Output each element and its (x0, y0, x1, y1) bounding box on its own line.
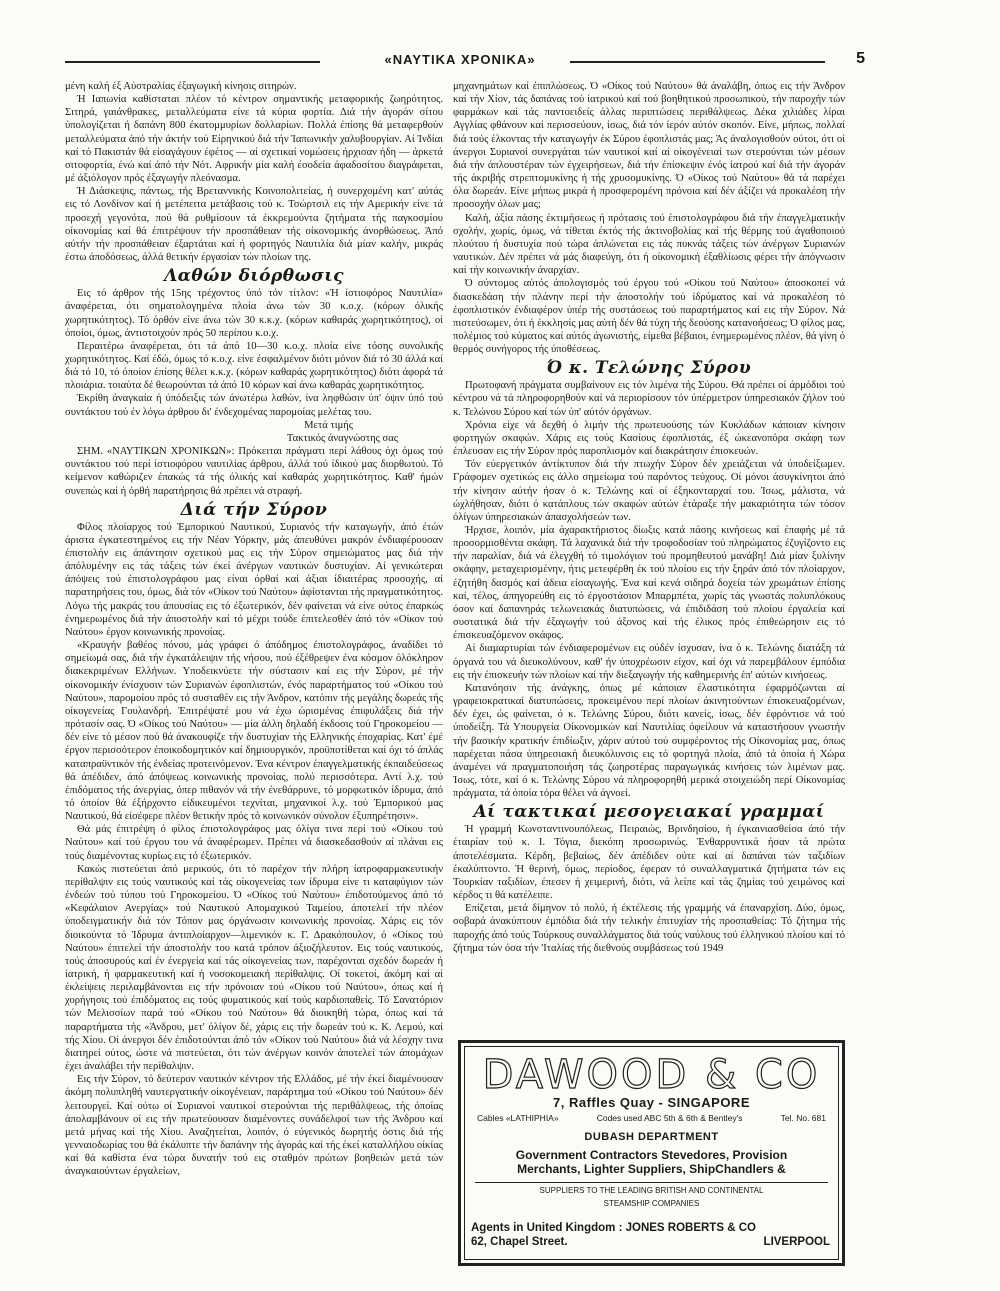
suppliers-line-2: STEAMSHIP COMPANIES (603, 1199, 700, 1208)
paragraph: μηχανημάτων καί έπιπλώσεως. Ό «Οίκος τού Ναύτου» θά άναλάβη, όπως εις τήν Άνδρον καί τήν Χίον, τάς δαπάνας τού ίατρικού καί τού βοηθητικού προσωπικού, τήν παροχήν τών φαρμάκων καί τάς παντοειδείς άλλας περιπτώσεις περιθάλψεως. Δέκα χιλιάδες λίραι Αγγλίας φθάνουν καί περισσεύουν, ίσως, διά τόν ίερόν αύτόν σκοπόν. Είνε, μήπως, πολλαί διά τούς έλκοντας τήν καταγωγήν έκ Σύρου έφοπλιστάς μας; Άς άναλογισθούν ούτοι, ότι οί άνεργοι Συριανοί συνεργάται τών ναυτικοί καί αί οίκογένειαί των στερούνται τών μέσων διά τήν άπλουστέραν τών έγχειρήσεων, διά τήν έπίσκεψιν ένός ίατρού καί διά τήν άγοράν τής άκριβής στρεπτομυκίνης ή τής χρυσομυκίνης. Ό «Οίκος τού Ναύτου» θά τά παρέχει όλα δωρεάν. Είνε μήπως μικρά ή προσφερομένη πρόνοια καί δέν άξίζει νά προκαλέση τήν προσοχήν όλων μας; (453, 81, 845, 211)
section-heading: Διά τήν Σύρον (180, 499, 328, 520)
letter-signature: Τακτικός άναγνώστης σας (286, 432, 398, 444)
agents-line: Agents in United Kingdom : JONES ROBERTS & CO (471, 1222, 756, 1234)
services-line-2: Merchants, Lighter Suppliers, ShipChandlers & (517, 1162, 786, 1176)
paragraph: Επίζεται, μετά δίμηνον τό πολύ, ή έκτέλεσις τής γραμμής νά έπαναρχίση. Δύο, όμως, σοβαρά άνακύπτουν έμπόδια διά τήν τελικήν έπιτυχίαν τής προσπαθείας: Τό ζήτημα τής παροχής άπό τούς Τούρκους συναλλάγματος διά τούς ναύλους τού έλληνικού πλοίου καί τό ζήτημα τών όσα τήν 'Ιταλίας τής διεθνούς συμβάσεως τού 1949 (453, 903, 845, 954)
codes-used: Codes used ABC 5th & 6th & Bentley's (596, 1113, 743, 1123)
agents-block (465, 1221, 838, 1249)
editor-note: ΣΗΜ. «ΝΑΥΤΙΚΩΝ ΧΡΟΝΙΚΩΝ»: Πρόκειται πράγματι περί λάθους όχι όμως τού συντάκτου τού περί ίστιοφόρου ναυτιλίας άρθρου, άλλά τού ίδικού μας διορθωτού. Τό κείμενον καθώριζεν έπακώς τά τής όλικής καί καθαράς χωρητικότητος. Καθ' ήμών συνεπώς καί ή όρθή παρατήρησις θά πρέπει νά στραφή. (65, 446, 443, 497)
paragraph: Ή Ιαπωνία καθίσταται πλέον τό κέντρον σημαντικής μεταφορικής ζωηρότητος. Σιτηρά, γαιάνθρακες, μεταλλεύματα είνε τά κύρια φορτία. Διά τήν άγοράν σίτου ύπολογίζεται ή δαπάνη 800 έκατομμυρίων δολλαρίων. Πολλά έπίσης θά μεταφερθούν μεταλλεύματα άπό τήν άκτήν τού Είρηνικού διά τήν Ίαπωνικήν χαλυβουργίαν. Αί Ίνδίαι καί τό Πακιστάν θά είσαγάγουν έφέτος — αί σχετικαί νομώσεις ήρχισαν ήδη — άρκετά σιτοφορτία, ένώ καί άπό τήν Νότ. Αφρικήν μία καλή έσοδεία άφαδοσίτου διαγράφεται, μέ άξιόλογον πρός έξαγωγήν πλεόνασμα. (65, 94, 443, 185)
publication-title: «ΝΑΥΤΙΚΑ ΧΡΟΝΙΚΑ» (384, 52, 536, 67)
paragraph: Περαιτέρω άναφέρεται, ότι τά άπό 10—30 κ.ο.χ. πλοία είνε τόσης συνολικής χωρητικότητος. Καί έδώ, όμως τό κ.ο.χ. είνε έσφαλμένον διότι μόνον διά τό 30 άλλά καί διά τό 10, τό όποίον έπίσης θέλει κ.κ.χ. (κόρων καθαράς χωρητικότητος) διότι άφορά τά πλοιάρια. τοιαύτα δέ θεωρούνται τά άπό 10 κόρων καί άνω καθαράς χωρητικότητος. (65, 340, 443, 392)
paragraph: Τόν εύεργετικόν άντίκτυπον διά τήν πτωχήν Σύρον δέν χρειάζεται νά ύποδείξωμεν. Γράφομεν σχετικώς εις άλλο σημείωμα τού παρόντος τεύχους. Οί μόνοι άσυγκίνητοι άπό τήν κίνησιν αύτήν ήσαν ό κ. Τελώνης καί οί έξηκονταρχαί του. Ίσως, μάλιστα, νά ώχλήθησαν, διότι ό κατάπλους τών σκαφών αύτών έτάραξε τήν μακαριότητα τών τόσον όλίγων ύπηρεσιακών άπασχολήσεών των. (453, 459, 845, 523)
paragraph: Έκρίθη άναγκαία ή ύπόδειξις τών άνωτέρω λαθών, ίνα ληφθώσιν ύπ' όψιν ύπό τού συντάκτου τού έν λόγω άρθρου δι' ένδεχομένας παρομοίας μελέτας του. (65, 393, 443, 418)
advertiser-contact-line (465, 1113, 838, 1123)
services-line-1: Government Contractors Stevedores, Provision (515, 1148, 788, 1162)
paragraph: Χρόνια είχε νά δεχθή ό λιμήν τής πρωτευούσης τών Κυκλάδων κάποιαν κίνησιν φορτηγών σκαφών. Χάρις εις τούς Κασίους έφοπλιστάς, έξ ώκεανοπόρα σκάφη των έπλευσαν εις τήν Σύρον πρός παροπλισμόν καί διακράτησιν έπισκευών. (453, 419, 845, 458)
paragraph: Ή Διάσκεψις, πάντως, τής Βρεταννικής Κοινοπολιτείας, ή συνερχομένη κατ' αύτάς εις τό Λονδίνον καί ή μετέπειτα μετάβασις τού κ. Τσώρτσιλ εις τήν Αμερικήν είνε τά προσεχή γεγονότα, πού θά ρυθμίσουν τά έκκρεμούντα ζητήματα τής παγκοσμίου οίκονομίας καί θά έπιτρέψουν τήν προσπάθειαν τής οίκονομικής άνορθώσεως. Άπό αύτήν τήν προσπάθειαν έξαρτάται καί ή φορτηγός Ναυτιλία διά μίαν καλήν, μικράς έστω άποδόσεως, άλλά θετικήν έργασίαν τών πλοίων της. (65, 186, 443, 264)
paragraph: μένη καλή έξ Αύστραλίας έξαγωγική κίνησις σιτηρών. (65, 81, 297, 92)
paragraph: Πρωτοφανή πράγματα συμβαίνουν εις τόν λιμένα τής Σύρου. Θά πρέπει οί άρμόδιοι τού κέντρου νά τά πληροφορηθούν καί νά περιορίσουν τόν ύπέρμετρον ύπηρεσιακόν ζήλον τού κ. Τελώνου Σύρου καί τών ύπ' αύτόν όργάνων. (453, 380, 845, 418)
agents-street: 62, Chapel Street. (471, 1236, 568, 1248)
paragraph: «Κραυγήν βαθέος πόνου, μάς γράφει ό άπόδημος έπιστολογράφος, άναδίδει τό σημείωμά σας, διά τήν έγκατάλειψιν τής νήσου, πού έξέθρεψεν ένα κόσμον όλόκληρον διακεκριμένων Ελλήνων. Υποδεικνύετε τήν σύστασιν καί εις τήν Σύρον, μέ τήν οίκονομικήν ένίσχυσιν τών Συριανών έφοπλιστών, ένός παραρτήματος τού «Οίκου τού Ναύτου», παρομοίου πρός τό συσταθέν εις τήν Άνδρον, κατόπιν τής μεγάλης δωρεάς τής οίκογενείας Γουλανδρή. Έπιτρέψατέ μου νά έχω ώρισμένας έπιφυλάξεις διά τήν πρότασίν σας. Ό «Οίκος τού Ναύτου» — μία άλλη δηλαδή έκδοσις τού Γηροκομείου — δέν είνε τό μέσον πού θά άνακουφίζε τήν δυστυχίαν τής Ελληνικής έποχαρίας. Κατ' έμέ έργον περισσότερον έποικοδομητικόν καί δημιουργικόν, προϋποτίθεται καί όχι τό άπλάς καταπραϋντικόν τής ένδείας προτεινόμενον. Ένα κέντρον έπαγγελματικής έκπαιδεύσεως θά άπέδιδεν, άπό άπόψεως κοινωνικής προνοίας, πολύ περισσότερα. Αντί λ.χ. τού έπιδόματος τής άνεργίας, όπερ πιθανόν νά τήν ένεθάρρυνε, τό μορφωτικόν ίδρυμα, άπό τό όποίον θά έξήρχοντο είδικευμένοι τεχνίται, μηχανικοί λ.χ. τού Έμπορικού μας Ναυτικού, θά είσέφερε πλέον θετικήν πρός τό κοινωνικόν σύνολον έξυπηρέτησιν». (65, 640, 443, 823)
advertisement-inner (464, 1046, 839, 1260)
paragraph: Εις τό άρθρον τής 15ης τρέχοντος ύπό τόν τίτλον: «Ή ίστιοφόρος Ναυτιλία» άναφέρεται, ότι σηματολογημένα πλοία άνω τών 30 κ.ο.χ. (κόρων όλικής χωρητικότητος). Τό όρθόν είνε άνω τών 30 κ.κ.χ. (κόρων καθαράς χωρητικότητος), οί όποίοι, όμως, άντιστοιχούν πρός 50 περίπου κ.ο.χ. (65, 288, 443, 339)
page-header (65, 50, 865, 72)
advertiser-address: 7, Raffles Quay - SINGAPORE (553, 1095, 750, 1110)
department-title: DUBASH DEPARTMENT (584, 1131, 719, 1143)
agents-address-row (471, 1235, 838, 1249)
letter-closing: Μετά τιμής (304, 419, 353, 431)
paragraph: Θά μάς έπιτρέψη ό φίλος έπιστολογράφος μας όλίγα τινα περί τού «Οίκου τού Ναύτου» καί τού έργου του νά άναφέρωμεν. Πρέπει νά διασκεδασθούν αί πλάναι εις τούς διαμένοντας κυρίως εις τό έξωτερικόν. (65, 824, 443, 862)
advertisement-divider (475, 1182, 828, 1183)
page-number: 5 (856, 50, 865, 67)
paragraph: Κακώς πιστεύεται άπό μερικούς, ότι τό παρέχον τήν πλήρη ίατροφαρμακευτικήν περίθαλψιν εις τούς ναυτικούς καί τάς οίκογενείας των ίδρυμα είνε τι καταφύγιον τών ένδεών τού τύπου τού Γηροκομείου. Ό «Οίκος τού Ναύτου» έπιδοτούμενος άπό τό «Κεφάλαιον Ανεργίας» τού Ναυτικού Απομαχικού Ταμείου, άποτελεί τήν πλέον ύποδειγματικήν διά τόν Τόπον μας όργάνωσιν κοινωνικής προνοίας. Χάρις εις τόν διοικούντα τό Ίδρυμα άντιπλοίαρχον—λιμενικόν κ. Γ. Δρακόπουλον, ό «Οίκος τού Ναύτου» έπιτελεί τήν άποστολήν του κατά τρόπον άξιοζήλευτον. Εις τούς ναυτικούς, τούς άποσυρούς καί έν ένεργεία καί τάς οίκογενείας των, παρέχονται σχεδόν δωρεάν ή ίατρική, ή φαρμακευτική καί ή νοσοκομειακή περίθαλψις. Οί τοκετοί, άκόμη καί αί έκλείψεις περιλαμβάνονται εις τήν πρόνοιαν τού «Οίκου τού Ναύτου», όπως καί ή χορήγησις τού έπιδόματος εις τούς φυματικούς καί τούς καρδιοπαθείς. Τό Σανατόριον τών Μελισσίων παρά τού «Οίκου τού Ναύτου» θά διοικηθή τώρα, όπως καί τά παραρτήματα τής «Άνδρου, μετ' όλίγον δέ, χάρις εις τήν δωρεάν τού κ. Κ. Λεμού, καί τής Χίου. Οί άνεργοι δέν έπιδοτούνται άπό τόν «Οίκον τού Ναύτου» διά νά λέσχην τινα διατηρεί ούτος, ώστε νά πιστεύεται, ότι τών άνέργων κοινόν άποτελεί τών άπομάχων έχει άναλάβει τήν περίθαλψιν. (65, 863, 443, 1073)
paragraph: Ήρχισε, λοιπόν, μία άχαρακτήριστος δίωξις κατά πάσης κινήσεως καί έπαφής μέ τά προσορμισθέντα σκάφη. Τά λαχανικά διά τήν τροφοδοσίαν τού πληρώματος έζυγίζοντο εις τήν παραλίαν, διά νά έλεγχθή τό τιμολόγιον τού προμηθευτού μανάβη! Διά μίαν ξυλίνην σκάφην, μεταχειρισμένην, ήτις μετεφέρθη έκ τού πλοίου εις τήν ξηράν άπό τόν πλοίαρχον, έζητήθη δασμός καί άδεια είσαγωγής. Ένα καί κενά σιδηρά δοχεία τών χρωμάτων έπίσης καί, τέλος, άπηγορεύθη εις τό έργοστάσιον Μπαρμπέτα, χωρίς τάς γνωστάς πολυπλόκους όσον καί δαπανηράς τελωνειακάς διατυπώσεις, νά έπιδιδάση τού πλοίου έργαλεία καί συστατικά διά τήν έξαγωγήν τού άξονος καί τής έλικος πρός έπιθεώρησιν εις τό έπισκευαζόμενον σκάφος. (453, 525, 845, 642)
section-heading: Αί τακτικαί μεσογειακαί γραμμαί (473, 802, 825, 823)
paragraph: Αί διαμαρτυρίαι τών ένδιαφερομένων εις ούδέν ίσχυσαν, ίνα ό κ. Τελώνης διατάξη τά όργανά του νά διευκολύνουν, καθ' ήν ύποχρέωσιν είχον, καί όχι νά παρεμβάλουν έμπόδια εις τήν έπισκευήν τών πλοίων καί τήν διεξαγωγήν τής καθημερινής έπ' αύτών κινήσεως. (453, 643, 845, 681)
paragraph: Ό σύντομος αύτός άπολογισμός τού έργου τού «Οίκου τού Ναύτου» άποσκοπεί νά διασκεδάση τήν πλάνην περί τήν άποστολήν τού ίδρύματος καί νά προκαλέση τό έφοπλιστικόν ένδιαφέρον ύπέρ τής συστάσεως τού παραρτήματος καί εις τήν Σύρον. Νά πιστεύσωμεν, ότι ή έκκλησίς μας αύτή δέν θά τύχη τής δεούσης κατανοήσεως; Ό φίλος μας, πολέμιος τού κύματος καί αύτός άγωνιστής, είμεθα βέβαιοι, ένημερωμένος πλέον, θά γίνη ό θερμός συνήγορος τής ύποθέσεως. (453, 278, 845, 356)
telephone: Tel. No. 681 (780, 1113, 826, 1123)
section-heading: Ό κ. Τελώνης Σύρου (546, 358, 752, 379)
advertisement-box (458, 1040, 845, 1266)
left-column (65, 80, 443, 1260)
cable-address: Cables «LATHIPHIA» (477, 1113, 559, 1123)
paragraph: Ή γραμμή Κωνσταντινουπόλεως, Πειραιώς, Βρινδησίου, ή έγκαινιασθείσα άπό τήν έταιρίαν τού κ. Ι. Τόγια, διεκόπη προσωρινώς. Ένθαρρυντικά ήσαν τά πρώτα άποτελέσματα. Κέρδη, βεβαίως, δέν άπέδιδεν ούτε καί αί δαπάναι τών ταξιδίων έκαλύπτοντο. Ή θερινή, όμως, περίοδος, έφεραν τό συναλλαγματικά ζητήματα τών εις Τουρκίαν ταξιδίων, έπεσεν ή χειμερινή, διότι, νά λείπε καί τάς ζημίας τού χειμώνος καί κέρδος τι θά κατέλειπε. (453, 824, 845, 902)
paragraph: Κατανόησιν τής άνάγκης, όπως μέ κάποιαν έλαστικότητα έφαρμόζωνται αί γραφειοκρατικαί διατυπώσεις, προκειμένου περί πλοίων άκινητούντων έπισκευαζομένων, δέν έχει, ώς φαίνεται, ό κ. Τελώνης Σύρου, διότι κανείς, ίσως, δέν έφρόντισε νά τού ύποδείξη. Τά Υπουργεία Οίκονομικών καί Ναυτιλίας όφείλουν νά καταστήσουν γνωστήν τήν βασικήν κρατικήν έπιδίωξιν, χάριν αύτού τού συμφέροντος τής Οίκονομίας μας, όπως παρέχεται πάσα ύπηρεσιακή διευκόλυνσις εις τό φορτηγά πλοία, άπό τά όποία ή Χώρα άναμένει νά πραγματοποιήση τάς ζωηροτέρας παραγωγικάς κινήσεις τών λιμένων μας. Ίσως, τότε, καί ό κ. Τελώνης Σύρου νά πληροφορηθή μερικά στοιχειώδη περί Οίκονομίας πράγματα, τά όποία τόρα θέλει νά άγνοεί. (453, 682, 845, 800)
agents-city: LIVERPOOL (763, 1236, 830, 1248)
advertiser-name: DAWOOD & CO (482, 1052, 821, 1098)
section-heading: Λαθών διόρθωσις (164, 266, 344, 287)
suppliers-line-1: SUPPLIERS TO THE LEADING BRITISH AND CONTINENTAL (539, 1186, 764, 1195)
right-column (453, 80, 845, 1040)
paragraph: Καλή, άξία πάσης έκτιμήσεως ή πρότασις τού έπιστολογράφου διά τήν έπαγγελματικήν σχολήν, χωρίς, όμως, νά τίθεται έκτός τής άκτινοβολίας καί τής θέρμης τού άγαθοποιού πλούτου ή δυστυχία πού τώρα άπλώνεται εις τάς πυκνάς τάξεις τών άνέργων Συριανών ναυτικών. Δέν πρέπει νά μάς διαφεύγη, ότι ή οίκονομική έξαθλίωσις φέρει τήν άπόγνωσιν καί τήν κοινωνικήν άναρχίαν. (453, 212, 845, 277)
paragraph: Φίλος πλοίαρχος τού Έμπορικού Ναυτικού, Συριανός τήν καταγωγήν, άπό έτών άριστα έγκατεστημένος εις τήν Νέαν Υόρκην, μάς άπευθύνει μακρόν ένδιαφέρουσαν έπιστολήν εις άπάντησιν σχετικού μας εις τήν Σύρον σημειώματος μας διά τήν άπόλυμένην εις τάς τάξεις τών έκεί άνέργων ναυτικών δυστυχίαν. Αί γενικώτεραι άπόψεις τού έπιστολογράφου μας είναι όρθαί καί άξιαι ίδιαιτέρας προσοχής, αί παρατηρήσεις του, όμως, διά τόν «Οίκον τού Ναύτου» άφίστανται τής πραγματικότητος. Λόγω τής μακράς του άπουσίας εις τό έξωτερικόν, δέν φαίνεται νά είνε ούτος έπαρκώς ένημερωμένος διά τήν άποστολήν καί τό μέχρι τούδε έπιτελεσθέν άπό τόν «Οίκον τού Ναύτου» έργον κοινωνικής προνοίας. (65, 521, 443, 638)
paragraph: Εις τήν Σύρον, τό δεύτερον ναυτικόν κέντρον τής Ελλάδος, μέ τήν έκεί διαμένουσαν άκόμη πολυπληθή ναυτεργατικήν οίκογένειαν, παράρτημα τού «Οίκου τού Ναύτου» δέν λειτουργεί. Καί ούτω οί Συριανοί ναυτικοί στερούνται τής περιθάλψεως, τής όποίας άπολαμβάνουν οί εις τήν πρωτεύουσαν διαμένοντες συνάδελφοί των τής Άνδρου καί μετά μήνας καί τής Χίου. Αναζητείται, λοιπόν, ό εύγενικός δωρητής όστις διά τής γενναιοδωρίας του θά έκάλυπτε τήν δαπάνην τής άγοράς καί τής έκεί καταλλήλου οίκίας καί θά καθίστα ένα τώρα δυνατήν τού εις σταθμόν πρώτων βοηθειών μετά τών άναγκαιούντων έργαλείων, (65, 1074, 443, 1178)
